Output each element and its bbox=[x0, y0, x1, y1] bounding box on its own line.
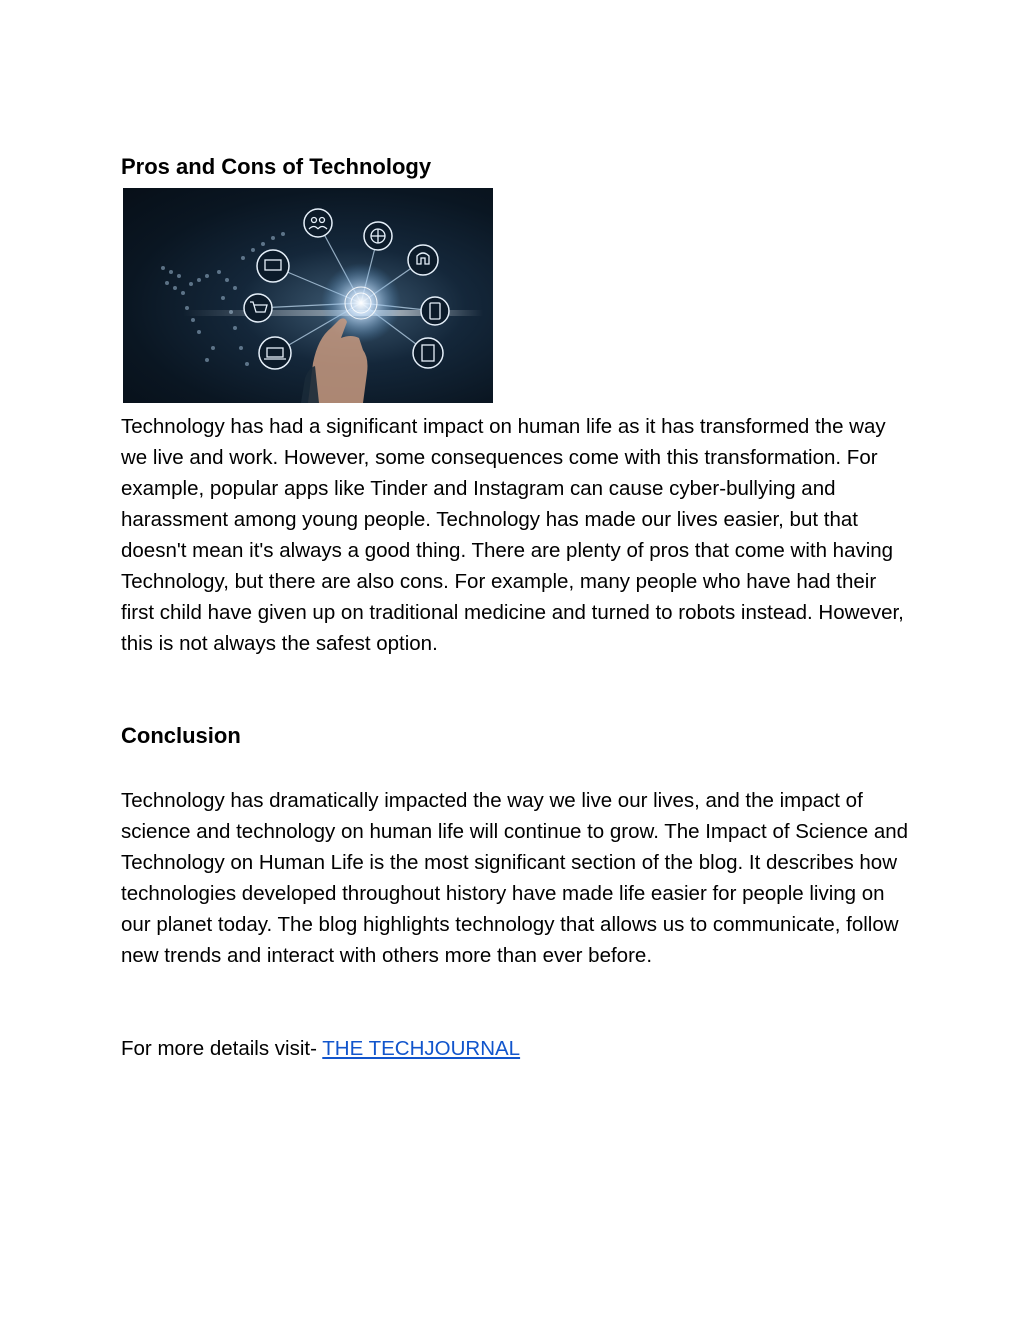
monitor-icon bbox=[257, 250, 289, 282]
footer-line bbox=[121, 1033, 911, 1064]
network-illustration bbox=[123, 188, 493, 403]
people-icon bbox=[304, 209, 332, 237]
section-heading-pros-cons: Pros and Cons of Technology bbox=[121, 154, 432, 179]
tablet-icon bbox=[421, 297, 449, 325]
phone-icon bbox=[408, 245, 438, 275]
technology-network-image bbox=[123, 188, 493, 403]
document-icon bbox=[413, 338, 443, 368]
shopping-cart-icon bbox=[244, 294, 272, 322]
laptop-icon bbox=[259, 337, 291, 369]
section-heading-conclusion: Conclusion bbox=[121, 723, 241, 748]
techjournal-link[interactable]: THE TECHJOURNAL bbox=[322, 1037, 521, 1060]
footer-prefix: For more details visit- bbox=[121, 1037, 323, 1060]
body-paragraph-conclusion: Technology has dramatically impacted the way we live our lives, and the impact of science and technology on human life will continue to grow. The Impact of Science and Technology on Human Life is the most significant section of the blog. It describes how technologies developed throughout history have made life easier for people living on our planet today. The blog highlights technology that allows us to communicate, follow new trends and interact with others more than ever before. bbox=[121, 789, 909, 967]
body-paragraph-pros-cons: Technology has had a significant impact on human life as it has transformed the way we live and work. However, some consequences come with this transformation. For example, popular apps like Tinder and Instagram can cause cyber-bullying and harassment among young people. Technology has made our lives easier, but that doesn't mean it's always a good thing. There are plenty of pros that come with having Technology, but there are also cons. For example, many people who have had their first child have given up on traditional medicine and turned to robots instead. However, this is not always the safest option. bbox=[121, 415, 904, 655]
